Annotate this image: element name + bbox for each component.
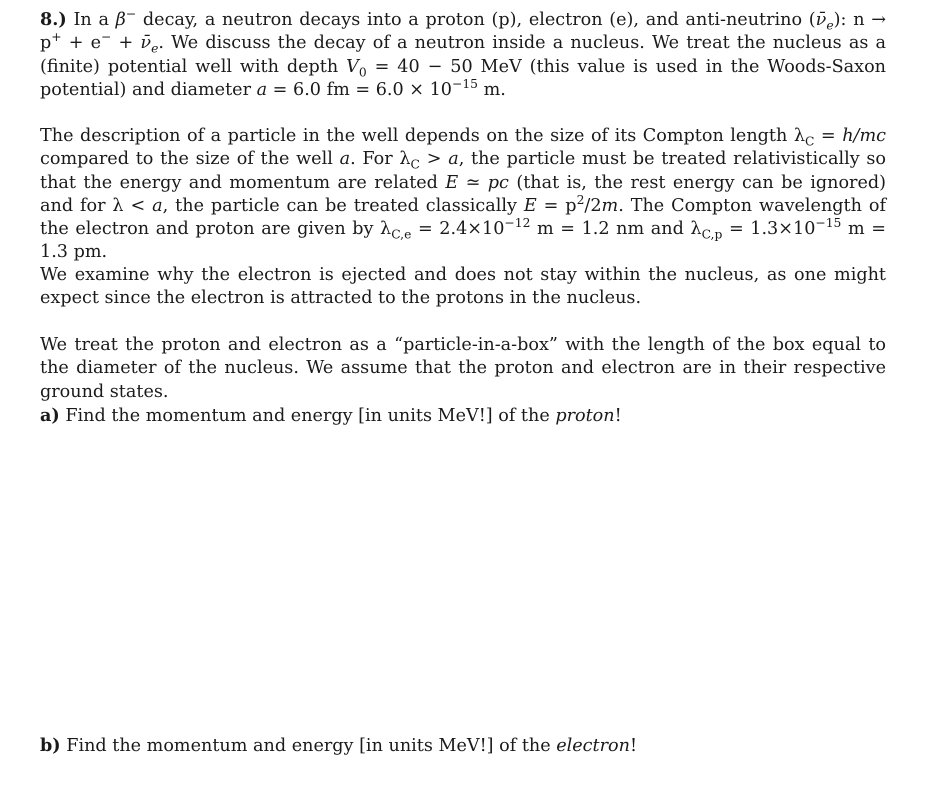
question-a-end: ! bbox=[614, 406, 622, 426]
text-span: > bbox=[419, 149, 449, 170]
subscript-e: e bbox=[826, 18, 834, 33]
text-span: , the particle must be treated relativistically so that the energy and momentum are related bbox=[40, 149, 886, 193]
subscript-C: C bbox=[410, 157, 420, 172]
text-span: . The Compton wavelength of the electron and proton are given by λ bbox=[40, 195, 886, 240]
subscript-C: C bbox=[805, 134, 815, 149]
question-a bbox=[40, 404, 886, 428]
exponent: −12 bbox=[504, 216, 531, 231]
text-span: The description of a particle in the well depends on the size of its Compton length λ bbox=[40, 126, 805, 146]
var-V: V bbox=[346, 56, 359, 77]
text-span: m = 1.3 pm. bbox=[40, 219, 886, 263]
exponent: −15 bbox=[452, 77, 478, 92]
compton-formula: h/mc bbox=[842, 126, 886, 146]
text-span: m = 1.2 nm and λ bbox=[530, 219, 702, 240]
text-span: m. bbox=[477, 79, 506, 100]
text-span: + e bbox=[61, 33, 102, 54]
text-span: . For λ bbox=[350, 149, 411, 170]
var-a: a bbox=[152, 195, 163, 216]
text-span: = 2.4×10 bbox=[411, 219, 505, 240]
exponent: 2 bbox=[576, 193, 585, 208]
text-span: /2 bbox=[584, 195, 602, 216]
text-span: = bbox=[814, 126, 843, 146]
text-span: In a bbox=[73, 10, 116, 30]
subscript-Ce: C,e bbox=[391, 227, 412, 242]
var-a: a bbox=[339, 149, 351, 170]
text-span: = 6.0 fm = 6.0 × 10 bbox=[267, 79, 452, 100]
text-span: = 40 − 50 MeV (this value is used in the Woods-Saxon potential) and diameter bbox=[40, 56, 886, 100]
question-a-label: a) bbox=[40, 405, 60, 426]
compton-paragraph bbox=[40, 125, 886, 265]
var-a: a bbox=[448, 149, 459, 170]
var-E: E bbox=[523, 195, 537, 216]
text-span: = p bbox=[536, 195, 577, 216]
question-b bbox=[40, 734, 886, 758]
beta-symbol: β bbox=[115, 10, 126, 30]
particle-in-box-paragraph: We treat the proton and electron as a “particle-in-a-box” with the length of the box equal to the diameter of the nucleus. We assume that the proton and electron are in their respective ground states. bbox=[40, 335, 886, 402]
subscript-e: e bbox=[151, 41, 159, 56]
problem-intro: 8.) In a β− decay, a neutron decays into a proton (p), electron (e), and anti-neutrino $(\nū_e)$: $n \to p^+ + e^- + \nū_e$. We discuss the decay of a neutron inside a nucleus. We treat the nucleus as a (finite) potential well with depth $V_0 = 40 - 50$ MeV (this value is used in the Woods-Saxon potential) and diameter a = 6.0 fm = $6.0 \times 10^{-15}$ m. bbox=[40, 7, 886, 100]
problem-number: 8.) bbox=[40, 9, 67, 30]
question-b-particle: electron bbox=[556, 736, 630, 756]
text-span: + bbox=[111, 33, 141, 54]
text-span: compared to the size of the well bbox=[40, 149, 340, 170]
text-span: decay, a neutron decays into a proton (p), electron (e), and anti-neutrino ( bbox=[136, 10, 816, 30]
var-pc: pc bbox=[487, 172, 509, 193]
question-b-end: ! bbox=[629, 736, 638, 756]
var-a: a bbox=[256, 79, 268, 100]
var-E: E bbox=[445, 172, 459, 193]
question-a-particle: proton bbox=[555, 406, 615, 426]
text-span: (that is, the rest energy can be ignored) and for λ < bbox=[40, 172, 886, 216]
exponent: −15 bbox=[815, 216, 842, 231]
text-span: ≃ bbox=[458, 172, 488, 193]
text-span: = 1.3×10 bbox=[722, 219, 816, 240]
subscript-0: 0 bbox=[358, 65, 367, 80]
text-span: ): n → p bbox=[40, 10, 886, 54]
question-b-text: Find the momentum and energy [in units MeV!] of the bbox=[60, 736, 557, 756]
antineutrino-symbol: ν̄ bbox=[140, 33, 152, 54]
subscript-Cp: C,p bbox=[701, 227, 723, 242]
question-b-label: b) bbox=[40, 735, 61, 756]
text-span: , the particle can be treated classically bbox=[162, 195, 524, 216]
text-span: . We discuss the decay of a neutron inside a nucleus. We treat the nucleus as a (finite) potential well with depth bbox=[40, 33, 886, 77]
var-m: m bbox=[601, 195, 619, 216]
electron-ejection-paragraph: We examine why the electron is ejected and does not stay within the nucleus, as one might expect since the electron is attracted to the protons in the nucleus. bbox=[40, 265, 886, 309]
question-a-text: Find the momentum and energy [in units MeV!] of the bbox=[59, 406, 556, 426]
antineutrino-symbol: ν̄ bbox=[815, 10, 827, 30]
